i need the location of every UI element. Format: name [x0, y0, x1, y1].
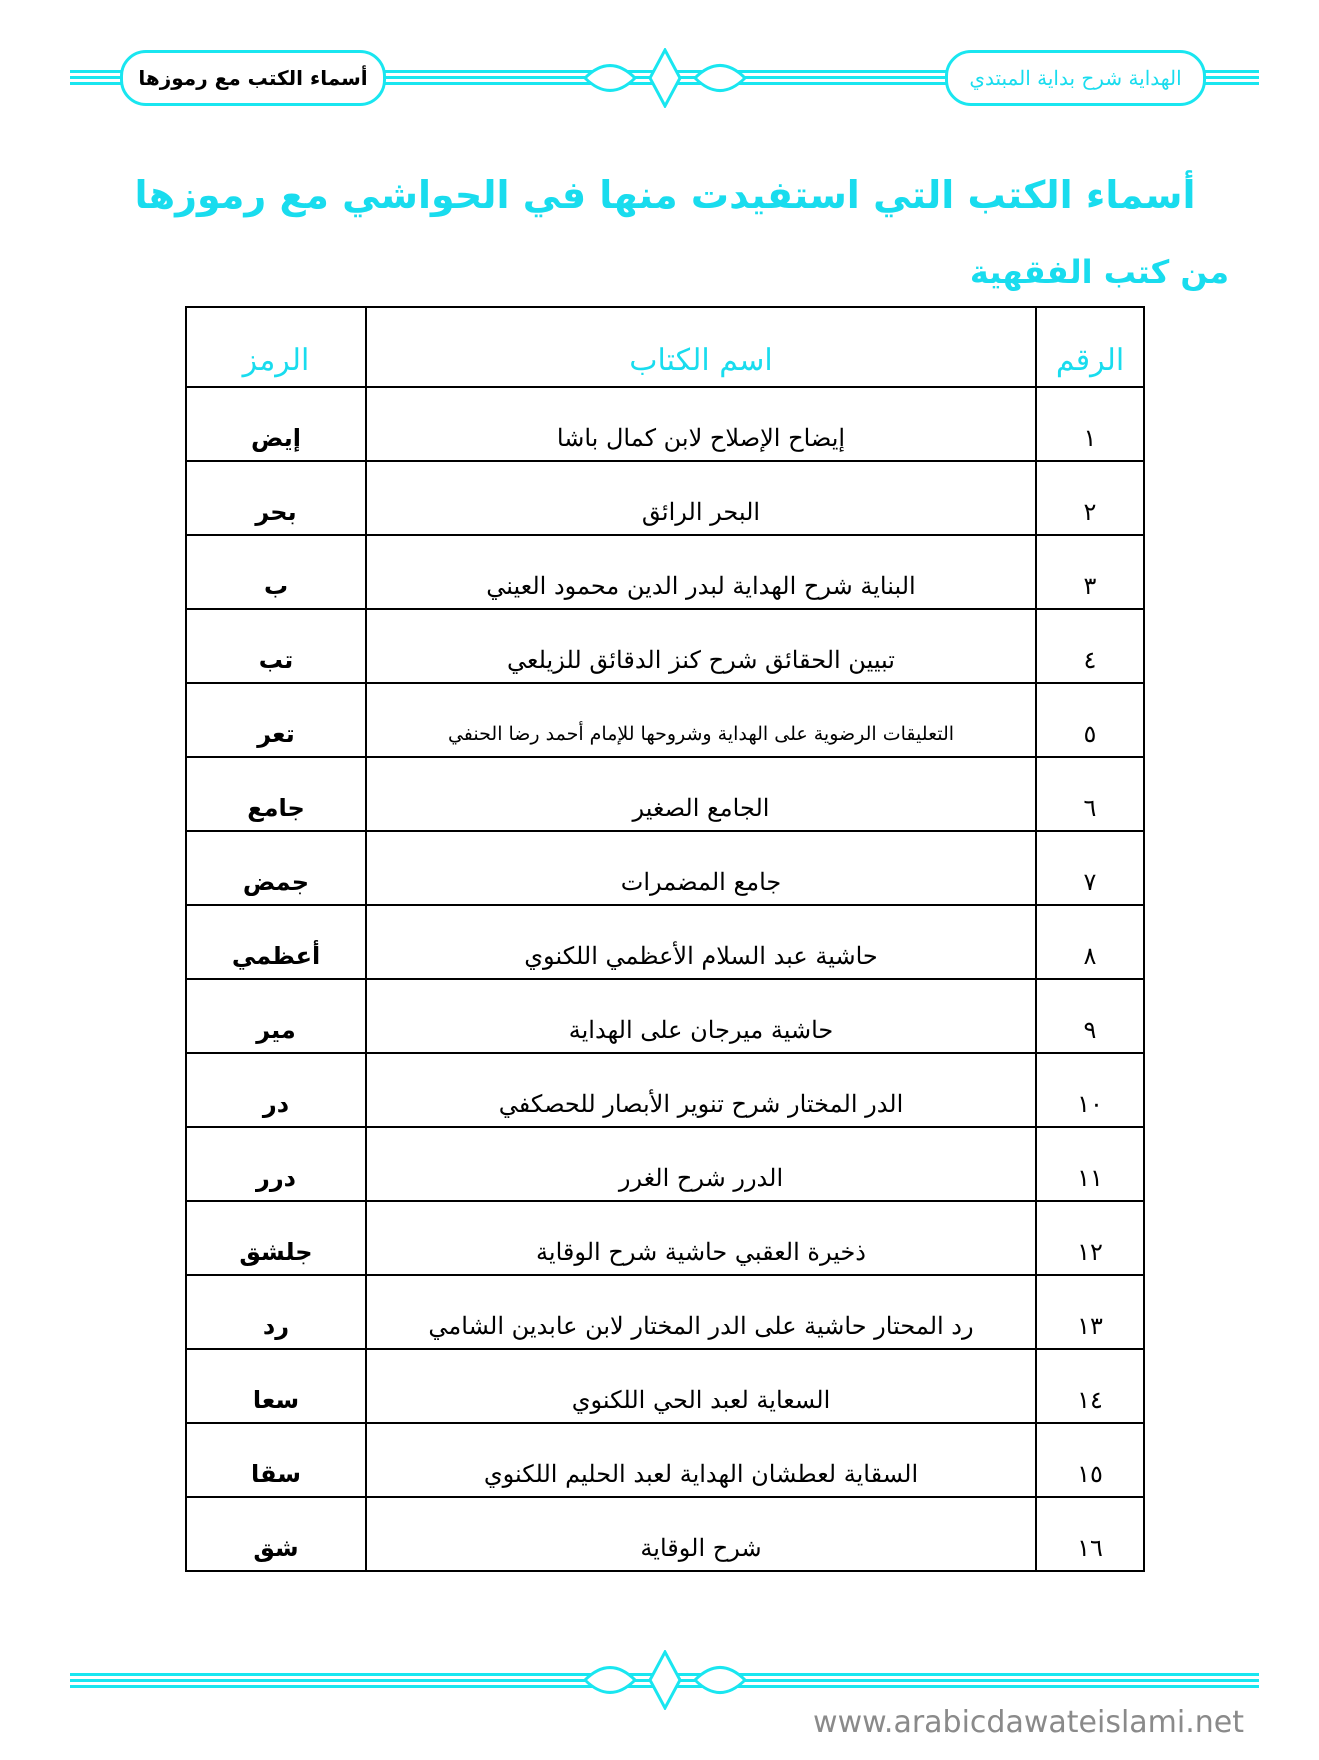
header-symbol: الرمز — [186, 307, 366, 387]
row-book-name: ذخيرة العقبي حاشية شرح الوقاية — [366, 1201, 1036, 1275]
row-number: ٣ — [1036, 535, 1144, 609]
row-number: ٨ — [1036, 905, 1144, 979]
row-symbol: در — [186, 1053, 366, 1127]
header-section-label-text: أسماء الكتب مع رموزها — [138, 66, 368, 90]
row-book-name: جامع المضمرات — [366, 831, 1036, 905]
table-row — [186, 609, 1144, 683]
books-table — [185, 306, 1145, 1572]
row-symbol: سعا — [186, 1349, 366, 1423]
header-book-label-text: الهداية شرح بداية المبتدي — [969, 66, 1182, 90]
row-symbol: درر — [186, 1127, 366, 1201]
row-book-name: حاشية عبد السلام الأعظمي اللكنوي — [366, 905, 1036, 979]
table-row — [186, 1127, 1144, 1201]
row-book-name: تبيين الحقائق شرح كنز الدقائق للزيلعي — [366, 609, 1036, 683]
row-symbol: تعر — [186, 683, 366, 757]
table-row — [186, 387, 1144, 461]
table-row — [186, 905, 1144, 979]
row-number: ٥ — [1036, 683, 1144, 757]
table-row — [186, 1497, 1144, 1571]
row-book-name: الدر المختار شرح تنوير الأبصار للحصكفي — [366, 1053, 1036, 1127]
table-row — [186, 1053, 1144, 1127]
row-book-name: الدرر شرح الغرر — [366, 1127, 1036, 1201]
footer-url[interactable]: www.arabicdawateislami.net — [813, 1705, 1244, 1740]
table-row — [186, 461, 1144, 535]
table-row — [186, 1275, 1144, 1349]
row-book-name: الجامع الصغير — [366, 757, 1036, 831]
row-number: ١٤ — [1036, 1349, 1144, 1423]
header-center-ornament-icon — [580, 48, 750, 108]
page-title: أسماء الكتب التي استفيدت منها في الحواشي مع رموزها — [134, 173, 1196, 217]
row-symbol: أعظمي — [186, 905, 366, 979]
row-number: ١٦ — [1036, 1497, 1144, 1571]
table-row — [186, 757, 1144, 831]
row-book-name: رد المحتار حاشية على الدر المختار لابن عابدين الشامي — [366, 1275, 1036, 1349]
table-row — [186, 1201, 1144, 1275]
row-book-name: السعاية لعبد الحي اللكنوي — [366, 1349, 1036, 1423]
table-row — [186, 1349, 1144, 1423]
row-book-name: شرح الوقاية — [366, 1497, 1036, 1571]
row-book-name: السقاية لعطشان الهداية لعبد الحليم اللكنوي — [366, 1423, 1036, 1497]
row-number: ١٥ — [1036, 1423, 1144, 1497]
header-section-label — [120, 50, 386, 106]
row-book-name: التعليقات الرضوية على الهداية وشروحها للإمام أحمد رضا الحنفي — [366, 683, 1036, 757]
row-symbol: جلشق — [186, 1201, 366, 1275]
row-number: ١٣ — [1036, 1275, 1144, 1349]
row-number: ١١ — [1036, 1127, 1144, 1201]
section-subtitle: من كتب الفقهية — [969, 253, 1229, 291]
table-row — [186, 831, 1144, 905]
row-symbol: مير — [186, 979, 366, 1053]
row-symbol: شق — [186, 1497, 366, 1571]
row-symbol: جمض — [186, 831, 366, 905]
footer-center-ornament-icon — [580, 1650, 750, 1710]
row-number: ٩ — [1036, 979, 1144, 1053]
row-book-name: حاشية ميرجان على الهداية — [366, 979, 1036, 1053]
table-header-row — [186, 307, 1144, 387]
header-number: الرقم — [1036, 307, 1144, 387]
row-symbol: بحر — [186, 461, 366, 535]
row-number: ٤ — [1036, 609, 1144, 683]
row-number: ٢ — [1036, 461, 1144, 535]
row-number: ٧ — [1036, 831, 1144, 905]
row-book-name: البناية شرح الهداية لبدر الدين محمود العيني — [366, 535, 1036, 609]
row-symbol: سقا — [186, 1423, 366, 1497]
row-number: ١ — [1036, 387, 1144, 461]
table-row — [186, 979, 1144, 1053]
header-name: اسم الكتاب — [366, 307, 1036, 387]
table-row — [186, 1423, 1144, 1497]
row-number: ٦ — [1036, 757, 1144, 831]
row-number: ١٠ — [1036, 1053, 1144, 1127]
header-book-label — [945, 50, 1206, 106]
row-symbol: تب — [186, 609, 366, 683]
table-row — [186, 683, 1144, 757]
row-book-name: إيضاح الإصلاح لابن كمال باشا — [366, 387, 1036, 461]
table-row — [186, 535, 1144, 609]
row-number: ١٢ — [1036, 1201, 1144, 1275]
row-symbol: ب — [186, 535, 366, 609]
row-symbol: رد — [186, 1275, 366, 1349]
row-symbol: إيض — [186, 387, 366, 461]
row-symbol: جامع — [186, 757, 366, 831]
row-book-name: البحر الرائق — [366, 461, 1036, 535]
